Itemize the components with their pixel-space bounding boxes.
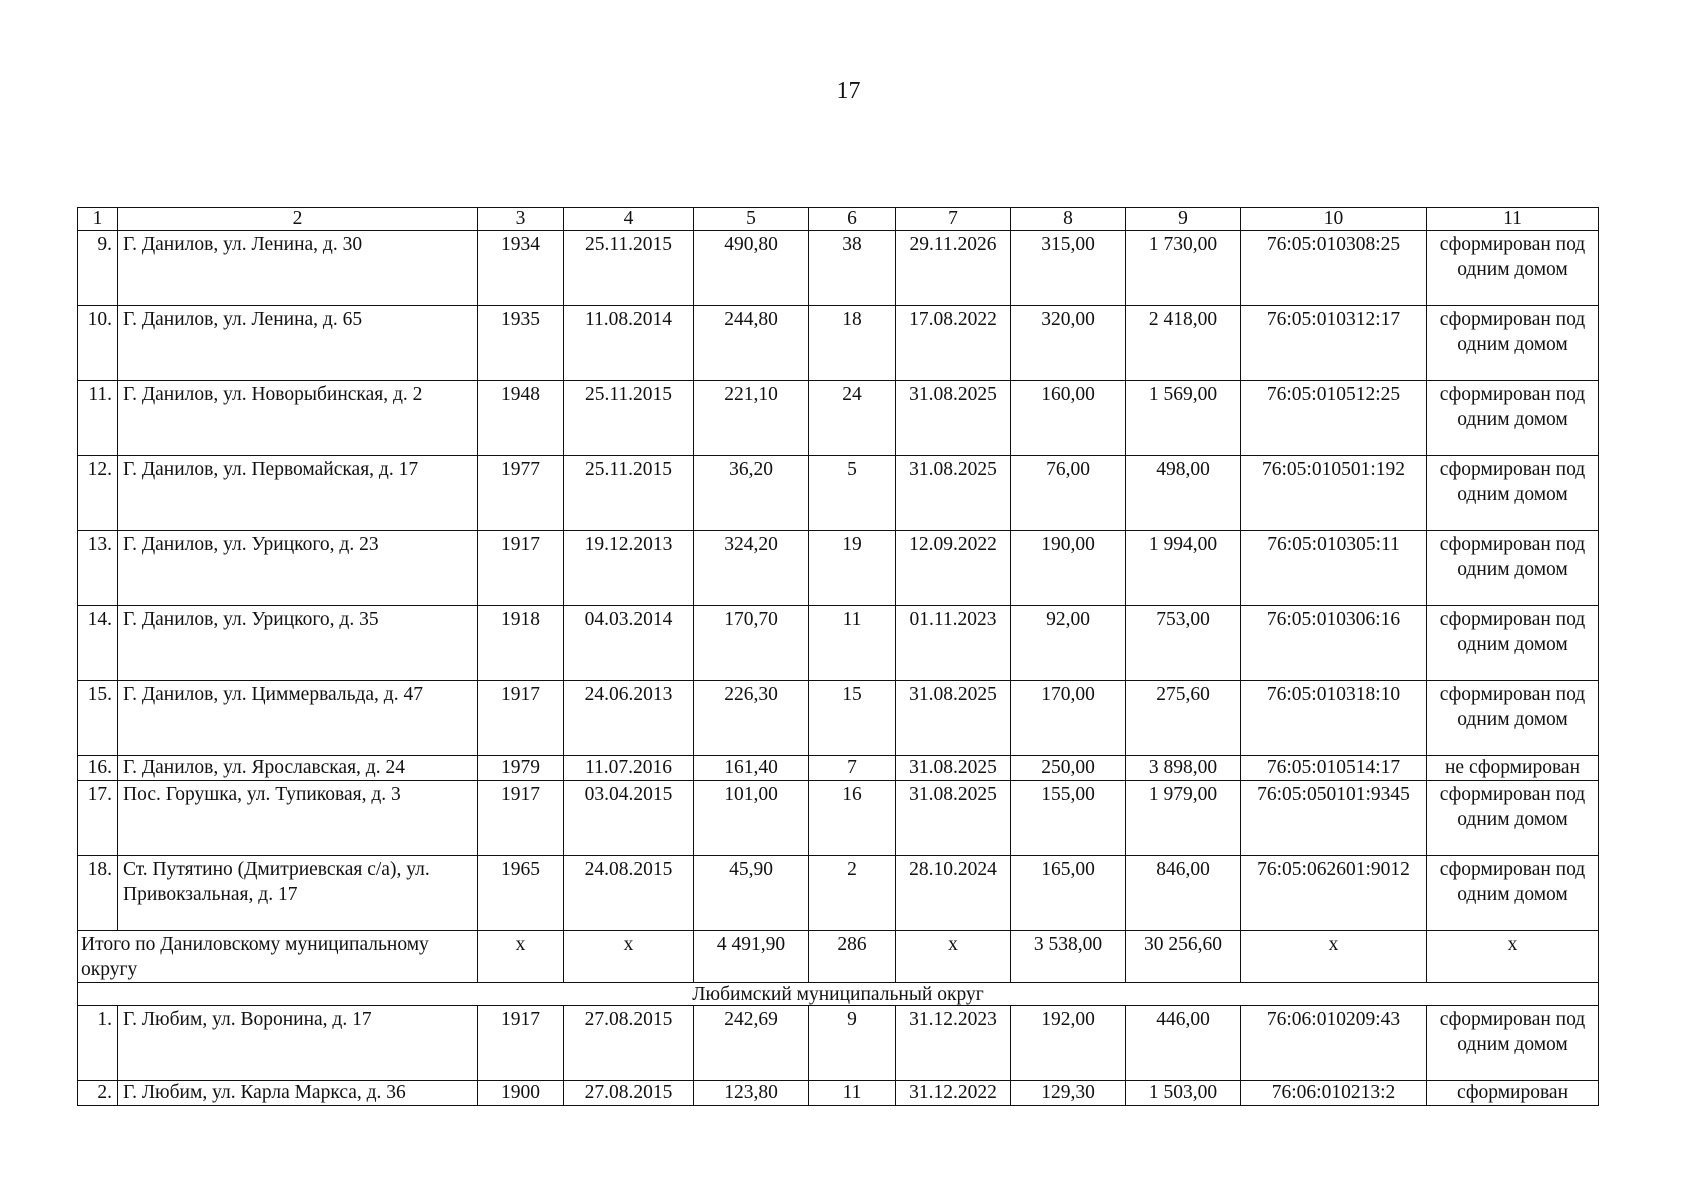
- deadline-date-cell: 31.12.2023: [896, 1006, 1011, 1081]
- deadline-date-cell: 31.12.2022: [896, 1081, 1011, 1106]
- page-number: 17: [836, 78, 861, 104]
- row-number: 18.: [78, 856, 118, 931]
- cadastral-number-cell: 76:05:010312:17: [1241, 306, 1427, 381]
- date-cell: 11.07.2016: [564, 756, 694, 781]
- address-cell: Г. Данилов, ул. Первомайская, д. 17: [118, 456, 478, 531]
- cadastral-number-cell: 76:05:010512:25: [1241, 381, 1427, 456]
- column-8-value-cell: 190,00: [1011, 531, 1126, 606]
- cadastral-number-cell: 76:05:010514:17: [1241, 756, 1427, 781]
- deadline-date-cell: 28.10.2024: [896, 856, 1011, 931]
- residents-count-cell: 9: [809, 1006, 896, 1081]
- column-8-value-cell: 192,00: [1011, 1006, 1126, 1081]
- year-built-cell: 1948: [478, 381, 564, 456]
- total-column-8-value-cell: 3 538,00: [1011, 931, 1126, 983]
- table-row: [78, 1081, 1599, 1106]
- table-row: [78, 381, 1599, 456]
- cadastral-number-cell: 76:05:010308:25: [1241, 231, 1427, 306]
- total-area-cell: 4 491,90: [694, 931, 809, 983]
- residents-count-cell: 38: [809, 231, 896, 306]
- cadastral-number-cell: 76:06:010209:43: [1241, 1006, 1427, 1081]
- area-cell: 45,90: [694, 856, 809, 931]
- total-label: Итого по Даниловскому муниципальному округу: [78, 931, 478, 983]
- column-number: 7: [896, 208, 1011, 231]
- year-built-cell: 1965: [478, 856, 564, 931]
- row-number: 17.: [78, 781, 118, 856]
- column-number: 4: [564, 208, 694, 231]
- date-cell: 24.08.2015: [564, 856, 694, 931]
- column-9-value-cell: 1 994,00: [1126, 531, 1241, 606]
- land-status-cell: сформирован: [1427, 1081, 1599, 1106]
- address-cell: Г. Данилов, ул. Новорыбинская, д. 2: [118, 381, 478, 456]
- column-8-value-cell: 155,00: [1011, 781, 1126, 856]
- land-status-cell: сформирован под одним домом: [1427, 456, 1599, 531]
- cadastral-number-cell: 76:05:062601:9012: [1241, 856, 1427, 931]
- column-9-value-cell: 3 898,00: [1126, 756, 1241, 781]
- cadastral-number-cell: 76:05:010318:10: [1241, 681, 1427, 756]
- land-status-cell: сформирован под одним домом: [1427, 381, 1599, 456]
- cadastral-number-cell: 76:06:010213:2: [1241, 1081, 1427, 1106]
- table-row: [78, 781, 1599, 856]
- area-cell: 161,40: [694, 756, 809, 781]
- table-row: [78, 856, 1599, 931]
- area-cell: 101,00: [694, 781, 809, 856]
- deadline-date-cell: 17.08.2022: [896, 306, 1011, 381]
- address-cell: Г. Данилов, ул. Урицкого, д. 23: [118, 531, 478, 606]
- table-row: [78, 606, 1599, 681]
- row-number: 2.: [78, 1081, 118, 1106]
- residents-count-cell: 11: [809, 1081, 896, 1106]
- residents-count-cell: 18: [809, 306, 896, 381]
- date-cell: 03.04.2015: [564, 781, 694, 856]
- deadline-date-cell: 12.09.2022: [896, 531, 1011, 606]
- area-cell: 123,80: [694, 1081, 809, 1106]
- address-cell: Ст. Путятино (Дмитриевская с/а), ул. Привокзальная, д. 17: [118, 856, 478, 931]
- residents-count-cell: 24: [809, 381, 896, 456]
- area-cell: 244,80: [694, 306, 809, 381]
- table-row: [78, 306, 1599, 381]
- column-8-value-cell: 170,00: [1011, 681, 1126, 756]
- deadline-date-cell: 01.11.2023: [896, 606, 1011, 681]
- column-9-value-cell: 275,60: [1126, 681, 1241, 756]
- land-status-cell: не сформирован: [1427, 756, 1599, 781]
- column-9-value-cell: 2 418,00: [1126, 306, 1241, 381]
- cadastral-number-cell: 76:05:010305:11: [1241, 531, 1427, 606]
- row-number: 10.: [78, 306, 118, 381]
- year-built-cell: 1918: [478, 606, 564, 681]
- residents-count-cell: 15: [809, 681, 896, 756]
- deadline-date-cell: 31.08.2025: [896, 681, 1011, 756]
- section-title: Любимский муниципальный округ: [78, 983, 1599, 1006]
- date-cell: 19.12.2013: [564, 531, 694, 606]
- column-number-row: [78, 208, 1599, 231]
- column-number: 5: [694, 208, 809, 231]
- deadline-date-cell: 31.08.2025: [896, 756, 1011, 781]
- residents-count-cell: 19: [809, 531, 896, 606]
- address-cell: Г. Данилов, ул. Ярославская, д. 24: [118, 756, 478, 781]
- column-number: 1: [78, 208, 118, 231]
- area-cell: 242,69: [694, 1006, 809, 1081]
- column-9-value-cell: 1 569,00: [1126, 381, 1241, 456]
- row-number: 13.: [78, 531, 118, 606]
- cadastral-number-cell: 76:05:050101:9345: [1241, 781, 1427, 856]
- cadastral-number-cell: 76:05:010306:16: [1241, 606, 1427, 681]
- column-8-value-cell: 315,00: [1011, 231, 1126, 306]
- table-row: [78, 531, 1599, 606]
- land-status-cell: сформирован под одним домом: [1427, 781, 1599, 856]
- residents-count-cell: 5: [809, 456, 896, 531]
- date-cell: 04.03.2014: [564, 606, 694, 681]
- column-8-value-cell: 160,00: [1011, 381, 1126, 456]
- table-row: [78, 681, 1599, 756]
- date-cell: 24.06.2013: [564, 681, 694, 756]
- column-9-value-cell: 498,00: [1126, 456, 1241, 531]
- deadline-date-cell: 31.08.2025: [896, 456, 1011, 531]
- section-header-row: [78, 983, 1599, 1006]
- address-cell: Г. Данилов, ул. Циммервальда, д. 47: [118, 681, 478, 756]
- date-cell: 27.08.2015: [564, 1081, 694, 1106]
- cadastral-number-cell: 76:05:010501:192: [1241, 456, 1427, 531]
- column-number: 6: [809, 208, 896, 231]
- deadline-date-cell: 31.08.2025: [896, 381, 1011, 456]
- column-number: 3: [478, 208, 564, 231]
- total-deadline-date-cell: х: [896, 931, 1011, 983]
- table-row: [78, 456, 1599, 531]
- table-row: [78, 231, 1599, 306]
- row-number: 9.: [78, 231, 118, 306]
- area-cell: 170,70: [694, 606, 809, 681]
- year-built-cell: 1977: [478, 456, 564, 531]
- date-cell: 25.11.2015: [564, 456, 694, 531]
- total-cadastral-number-cell: х: [1241, 931, 1427, 983]
- column-9-value-cell: 1 503,00: [1126, 1081, 1241, 1106]
- deadline-date-cell: 29.11.2026: [896, 231, 1011, 306]
- column-8-value-cell: 76,00: [1011, 456, 1126, 531]
- column-9-value-cell: 846,00: [1126, 856, 1241, 931]
- year-built-cell: 1900: [478, 1081, 564, 1106]
- land-status-cell: сформирован под одним домом: [1427, 306, 1599, 381]
- year-built-cell: 1935: [478, 306, 564, 381]
- area-cell: 226,30: [694, 681, 809, 756]
- row-number: 14.: [78, 606, 118, 681]
- total-column-9-value-cell: 30 256,60: [1126, 931, 1241, 983]
- residents-count-cell: 7: [809, 756, 896, 781]
- land-status-cell: сформирован под одним домом: [1427, 1006, 1599, 1081]
- row-number: 15.: [78, 681, 118, 756]
- column-9-value-cell: 753,00: [1126, 606, 1241, 681]
- address-cell: Г. Любим, ул. Карла Маркса, д. 36: [118, 1081, 478, 1106]
- residents-count-cell: 11: [809, 606, 896, 681]
- year-built-cell: 1979: [478, 756, 564, 781]
- column-9-value-cell: 1 730,00: [1126, 231, 1241, 306]
- row-number: 11.: [78, 381, 118, 456]
- date-cell: 27.08.2015: [564, 1006, 694, 1081]
- date-cell: 25.11.2015: [564, 231, 694, 306]
- table-row: [78, 1006, 1599, 1081]
- year-built-cell: 1917: [478, 781, 564, 856]
- register-table: [77, 207, 1599, 1106]
- land-status-cell: сформирован под одним домом: [1427, 606, 1599, 681]
- table-row: [78, 756, 1599, 781]
- year-built-cell: 1917: [478, 531, 564, 606]
- area-cell: 36,20: [694, 456, 809, 531]
- deadline-date-cell: 31.08.2025: [896, 781, 1011, 856]
- address-cell: Пос. Горушка, ул. Тупиковая, д. 3: [118, 781, 478, 856]
- land-status-cell: сформирован под одним домом: [1427, 681, 1599, 756]
- column-number: 8: [1011, 208, 1126, 231]
- land-status-cell: сформирован под одним домом: [1427, 531, 1599, 606]
- row-number: 16.: [78, 756, 118, 781]
- column-8-value-cell: 92,00: [1011, 606, 1126, 681]
- total-date-cell: х: [564, 931, 694, 983]
- total-row: [78, 931, 1599, 983]
- column-8-value-cell: 320,00: [1011, 306, 1126, 381]
- total-land-status-cell: х: [1427, 931, 1599, 983]
- land-status-cell: сформирован под одним домом: [1427, 231, 1599, 306]
- year-built-cell: 1934: [478, 231, 564, 306]
- row-number: 12.: [78, 456, 118, 531]
- area-cell: 490,80: [694, 231, 809, 306]
- column-9-value-cell: 446,00: [1126, 1006, 1241, 1081]
- address-cell: Г. Данилов, ул. Ленина, д. 65: [118, 306, 478, 381]
- total-year-built-cell: х: [478, 931, 564, 983]
- year-built-cell: 1917: [478, 681, 564, 756]
- column-8-value-cell: 165,00: [1011, 856, 1126, 931]
- column-number: 11: [1427, 208, 1599, 231]
- address-cell: Г. Данилов, ул. Ленина, д. 30: [118, 231, 478, 306]
- residents-count-cell: 2: [809, 856, 896, 931]
- date-cell: 25.11.2015: [564, 381, 694, 456]
- date-cell: 11.08.2014: [564, 306, 694, 381]
- address-cell: Г. Данилов, ул. Урицкого, д. 35: [118, 606, 478, 681]
- column-9-value-cell: 1 979,00: [1126, 781, 1241, 856]
- column-8-value-cell: 250,00: [1011, 756, 1126, 781]
- residents-count-cell: 16: [809, 781, 896, 856]
- area-cell: 221,10: [694, 381, 809, 456]
- year-built-cell: 1917: [478, 1006, 564, 1081]
- total-residents-count-cell: 286: [809, 931, 896, 983]
- column-number: 2: [118, 208, 478, 231]
- area-cell: 324,20: [694, 531, 809, 606]
- column-8-value-cell: 129,30: [1011, 1081, 1126, 1106]
- row-number: 1.: [78, 1006, 118, 1081]
- column-number: 10: [1241, 208, 1427, 231]
- land-status-cell: сформирован под одним домом: [1427, 856, 1599, 931]
- column-number: 9: [1126, 208, 1241, 231]
- address-cell: Г. Любим, ул. Воронина, д. 17: [118, 1006, 478, 1081]
